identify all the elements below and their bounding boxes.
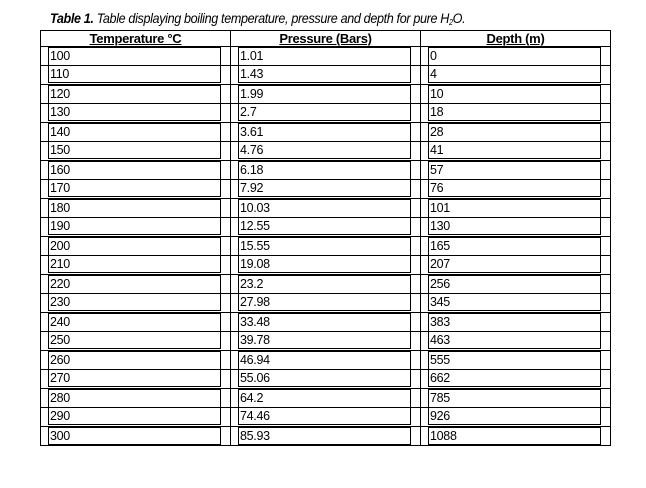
depth-cell-value: 130 [428,218,601,235]
depth-cell-value: 4 [428,66,601,83]
depth-cell [421,351,611,370]
temperature-cell [41,85,231,104]
temperature-cell-value: 240 [48,313,221,331]
table-row [41,161,611,180]
depth-cell [421,237,611,256]
pressure-cell-value: 64.2 [238,389,411,407]
pressure-cell-value: 23.2 [238,275,411,293]
depth-cell [421,427,611,446]
table-row [41,218,611,237]
depth-cell-value: 10 [428,85,601,103]
temperature-cell [41,408,231,427]
pressure-cell-value: 10.03 [238,199,411,217]
pressure-cell [231,351,421,370]
table-row [41,294,611,313]
depth-cell [421,275,611,294]
pressure-cell [231,408,421,427]
depth-cell [421,389,611,408]
temperature-cell-value: 210 [48,256,221,273]
pressure-cell-value: 15.55 [238,237,411,255]
pressure-cell-value: 39.78 [238,332,411,349]
header-pressure: Pressure (Bars) [231,31,421,47]
pressure-cell-value: 27.98 [238,294,411,311]
depth-cell [421,161,611,180]
header-depth: Depth (m) [421,31,611,47]
depth-cell-value: 926 [428,408,601,425]
temperature-cell-value: 220 [48,275,221,293]
table-row [41,123,611,142]
temperature-cell [41,389,231,408]
temperature-cell-value: 190 [48,218,221,235]
depth-cell-value: 18 [428,104,601,121]
temperature-cell-value: 180 [48,199,221,217]
table-row [41,237,611,256]
depth-cell-value: 41 [428,142,601,159]
pressure-cell [231,161,421,180]
temperature-cell-value: 160 [48,161,221,179]
table-row [41,427,611,446]
temperature-cell [41,161,231,180]
depth-cell [421,256,611,275]
depth-cell-value: 1088 [428,427,601,445]
temperature-cell [41,294,231,313]
pressure-cell [231,427,421,446]
temperature-cell-value: 250 [48,332,221,349]
depth-cell [421,294,611,313]
temperature-cell-value: 280 [48,389,221,407]
pressure-cell [231,313,421,332]
depth-cell [421,66,611,85]
temperature-cell-value: 120 [48,85,221,103]
temperature-cell-value: 270 [48,370,221,387]
depth-cell-value: 165 [428,237,601,255]
depth-cell [421,199,611,218]
pressure-cell-value: 74.46 [238,408,411,425]
temperature-cell [41,47,231,66]
table-row [41,66,611,85]
temperature-cell [41,427,231,446]
table-caption [50,10,465,27]
temperature-cell [41,123,231,142]
table-row [41,370,611,389]
pressure-cell-value: 2.7 [238,104,411,121]
depth-cell-value: 28 [428,123,601,141]
pressure-cell-value: 12.55 [238,218,411,235]
pressure-cell [231,180,421,199]
temperature-cell [41,256,231,275]
table-row [41,85,611,104]
header-temperature: Temperature °C [41,31,231,47]
pressure-cell [231,237,421,256]
temperature-cell-value: 170 [48,180,221,197]
table-row [41,351,611,370]
pressure-cell-value: 4.76 [238,142,411,159]
table-row [41,408,611,427]
depth-cell [421,313,611,332]
pressure-cell-value: 46.94 [238,351,411,369]
pressure-cell-value: 3.61 [238,123,411,141]
depth-cell-value: 207 [428,256,601,273]
temperature-cell-value: 260 [48,351,221,369]
depth-cell [421,85,611,104]
depth-cell-value: 785 [428,389,601,407]
temperature-cell [41,313,231,332]
pressure-cell-value: 7.92 [238,180,411,197]
temperature-cell [41,237,231,256]
depth-cell-value: 76 [428,180,601,197]
temperature-cell [41,332,231,351]
pressure-cell [231,47,421,66]
caption-label: Table 1. [50,10,94,26]
pressure-cell [231,256,421,275]
depth-cell [421,180,611,199]
temperature-cell [41,142,231,161]
depth-cell [421,408,611,427]
depth-cell-value: 383 [428,313,601,331]
temperature-cell [41,370,231,389]
pressure-cell [231,332,421,351]
depth-cell-value: 463 [428,332,601,349]
caption-text: Table displaying boiling temperature, pressure and depth for pure H [96,10,449,26]
depth-cell-value: 57 [428,161,601,179]
pressure-cell [231,275,421,294]
depth-cell-value: 0 [428,47,601,65]
table-row [41,104,611,123]
temperature-cell [41,66,231,85]
temperature-cell-value: 140 [48,123,221,141]
table-row [41,199,611,218]
depth-cell [421,123,611,142]
depth-cell [421,370,611,389]
depth-cell [421,332,611,351]
depth-cell [421,104,611,123]
temperature-cell [41,351,231,370]
table-row [41,47,611,66]
temperature-cell [41,218,231,237]
depth-cell-value: 345 [428,294,601,311]
table-row [41,389,611,408]
temperature-cell-value: 110 [48,66,221,83]
pressure-cell [231,389,421,408]
pressure-cell-value: 6.18 [238,161,411,179]
table-row [41,332,611,351]
pressure-cell [231,218,421,237]
pressure-cell [231,104,421,123]
temperature-cell-value: 100 [48,47,221,65]
pressure-cell-value: 55.06 [238,370,411,387]
pressure-cell-value: 1.43 [238,66,411,83]
pressure-cell-value: 85.93 [238,427,411,445]
depth-cell-value: 101 [428,199,601,217]
temperature-cell-value: 200 [48,237,221,255]
caption-subscript: 2 [448,18,453,27]
table-row [41,313,611,332]
table-row [41,142,611,161]
table-row [41,256,611,275]
boiling-data-table [40,30,611,446]
temperature-cell-value: 230 [48,294,221,311]
pressure-cell [231,85,421,104]
temperature-cell-value: 300 [48,427,221,445]
temperature-cell [41,180,231,199]
pressure-cell-value: 1.99 [238,85,411,103]
pressure-cell [231,123,421,142]
temperature-cell [41,104,231,123]
temperature-cell [41,199,231,218]
table-row [41,275,611,294]
pressure-cell [231,66,421,85]
depth-cell [421,218,611,237]
pressure-cell [231,199,421,218]
table-header-row [41,31,611,47]
caption-suffix: O. [452,10,466,26]
table-body [41,47,611,446]
pressure-cell [231,142,421,161]
table-row [41,180,611,199]
temperature-cell-value: 150 [48,142,221,159]
temperature-cell-value: 130 [48,104,221,121]
depth-cell-value: 555 [428,351,601,369]
temperature-cell-value: 290 [48,408,221,425]
pressure-cell-value: 1.01 [238,47,411,65]
pressure-cell-value: 19.08 [238,256,411,273]
depth-cell [421,142,611,161]
pressure-cell [231,370,421,389]
depth-cell [421,47,611,66]
pressure-cell-value: 33.48 [238,313,411,331]
temperature-cell [41,275,231,294]
data-table-container [40,30,610,446]
pressure-cell [231,294,421,313]
depth-cell-value: 256 [428,275,601,293]
depth-cell-value: 662 [428,370,601,387]
